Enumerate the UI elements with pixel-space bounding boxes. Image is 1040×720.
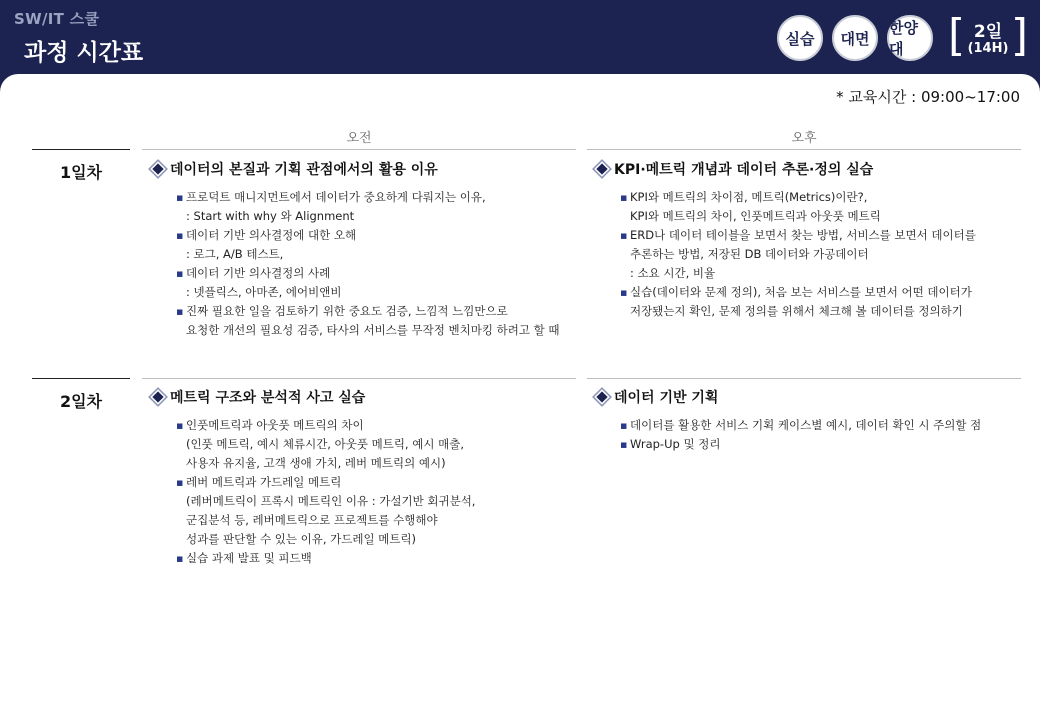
- list-item: ▪ 인풋메트릭과 아웃풋 메트릭의 차이 (인풋 메트릭, 예시 체류시간, 아웃풋 메트릭, 예시 매출, 사용자 유지율, 고객 생애 가치, 레버 메트릭의 예시): [176, 418, 464, 470]
- list-item: ▪ 레버 메트릭과 가드레일 메트릭 (레버메트릭이 프록시 메트릭인 이유 : 가설기반 회귀분석, 군집분석 등, 레버메트릭으로 프로젝트를 수행해야 성과를 판단할 수 있는 이유, 가드레일 메트릭): [176, 475, 476, 546]
- course-category: SW/IT 스쿨: [14, 10, 100, 28]
- list-item: ▪ 실습(데이터와 문제 정의), 처음 보는 서비스를 보면서 어떤 데이터가 저장됐는지 확인, 문제 정의를 위해서 체크해 볼 데이터를 정의하기: [620, 285, 972, 318]
- header-bar: [0, 0, 1040, 80]
- column-header-am: 오전: [346, 131, 372, 146]
- duration-days: 2일: [973, 22, 1003, 42]
- day1-pm-divider: [587, 149, 1021, 150]
- day2-pm-cell: [594, 387, 1024, 454]
- list-item: ▪ 진짜 필요한 일을 검토하기 위한 중요도 검증, 느낌적 느낌만으로 요청한 개선의 필요성 검증, 타사의 서비스를 무작정 벤치마킹 하려고 할 때: [176, 304, 560, 337]
- badge-in-person: 대면: [832, 15, 878, 61]
- day1-am-list: [176, 188, 580, 340]
- day2-am-divider: [142, 378, 576, 379]
- day2-pm-list: [620, 416, 1024, 454]
- day1-am-divider: [142, 149, 576, 150]
- day1-label: 1일차: [59, 163, 103, 182]
- day2-am-cell: [150, 387, 580, 568]
- day2-divider: [32, 378, 130, 379]
- badge-university: 한양대: [887, 15, 933, 61]
- day1-am-title-text: 데이터의 본질과 기획 관점에서의 활용 이유: [170, 162, 438, 178]
- diamond-bullet-icon: [596, 391, 607, 402]
- day1-divider: [32, 149, 130, 150]
- list-item: ▪ 데이터를 활용한 서비스 기획 케이스별 예시, 데이터 확인 시 주의할 점: [620, 418, 982, 432]
- content-panel: [0, 74, 1040, 720]
- badge-practice: 실습: [777, 15, 823, 61]
- day2-pm-divider: [587, 378, 1021, 379]
- list-item: ▪ ERD나 데이터 테이블을 보면서 찾는 방법, 서비스를 보면서 데이터를 추론하는 방법, 저장된 DB 데이터와 가공데이터 : 소요 시간, 비율: [620, 228, 976, 280]
- day1-am-cell: [150, 159, 580, 340]
- day1-am-title: [150, 159, 580, 179]
- list-item: ▪ KPI와 메트릭의 차이점, 메트릭(Metrics)이란?, KPI와 메트릭의 차이, 인풋메트릭과 아웃풋 메트릭: [620, 190, 881, 223]
- duration-hours: (14H): [967, 41, 1009, 56]
- list-item: ▪ 실습 과제 발표 및 피드백: [176, 551, 312, 565]
- duration-box: [948, 10, 1028, 62]
- day2-am-title-text: 메트릭 구조와 분석적 사고 실습: [170, 390, 366, 406]
- day1-pm-title: [594, 159, 1024, 179]
- list-item: ▪ 데이터 기반 의사결정에 대한 오해 : 로그, A/B 테스트,: [176, 228, 357, 261]
- page-title: 과정 시간표: [24, 40, 144, 66]
- day2-am-title: [150, 387, 580, 407]
- day2-pm-title: [594, 387, 1024, 407]
- day1-pm-title-text: KPI·메트릭 개념과 데이터 추론·정의 실습: [614, 162, 874, 178]
- day1-pm-list: [620, 188, 1024, 321]
- diamond-bullet-icon: [152, 163, 163, 174]
- diamond-bullet-icon: [596, 163, 607, 174]
- day2-am-list: [176, 416, 580, 568]
- list-item: ▪ 프로덕트 매니지먼트에서 데이터가 중요하게 다뤄지는 이유, : Start with why 와 Alignment: [176, 190, 486, 223]
- day1-pm-cell: [594, 159, 1024, 321]
- list-item: ▪ 데이터 기반 의사결정의 사례 : 넷플릭스, 아마존, 에어비앤비: [176, 266, 342, 299]
- list-item: ▪ Wrap-Up 및 정리: [620, 437, 721, 451]
- right-bracket: ]: [1010, 10, 1028, 61]
- education-time-note: * 교육시간 : 09:00~17:00: [836, 88, 1020, 106]
- diamond-bullet-icon: [152, 391, 163, 402]
- day2-label: 2일차: [59, 392, 103, 411]
- left-bracket: [: [948, 10, 966, 61]
- day2-pm-title-text: 데이터 기반 기획: [614, 390, 719, 406]
- column-header-pm: 오후: [791, 131, 817, 146]
